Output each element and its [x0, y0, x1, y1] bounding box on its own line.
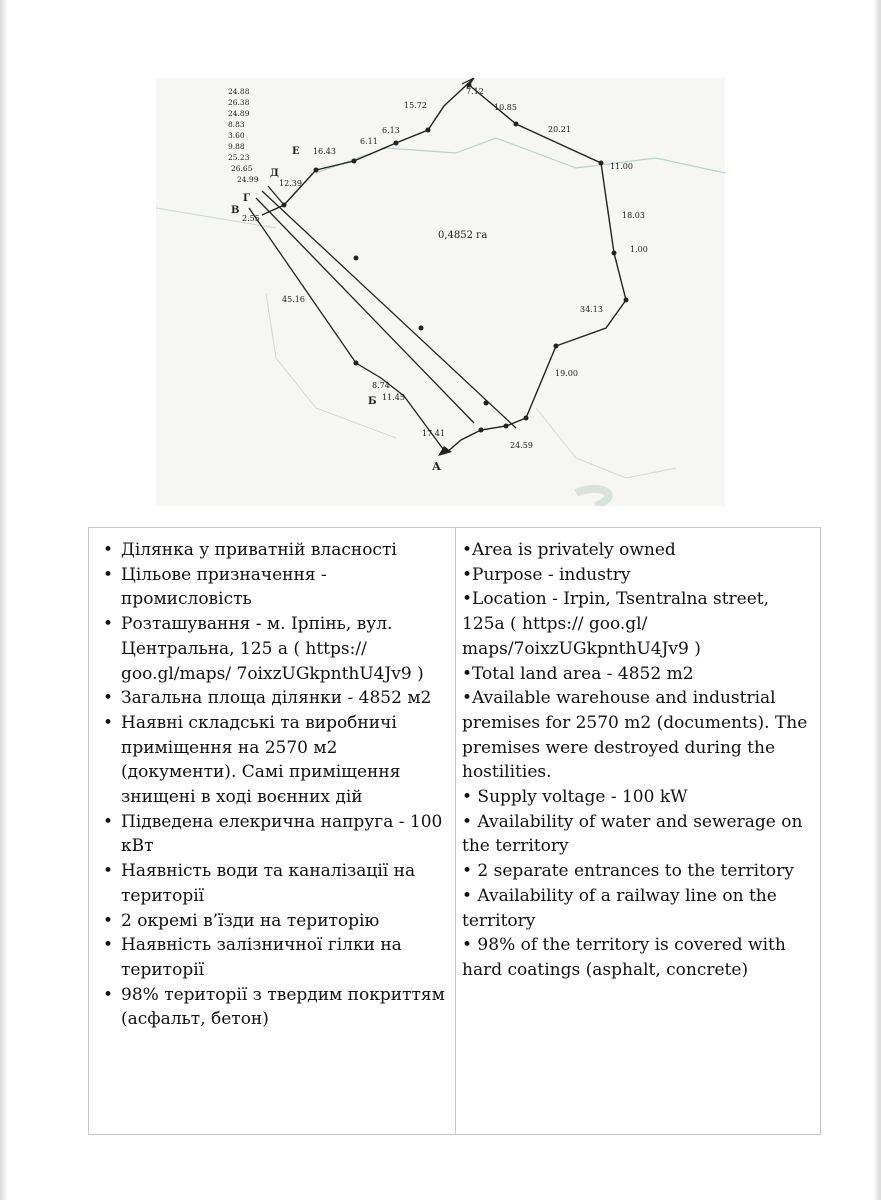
- info-row: [89, 528, 821, 1135]
- segment-label: 24.59: [510, 441, 533, 450]
- segment-label: 6.13: [382, 126, 400, 135]
- plot-boundary: [268, 186, 284, 205]
- list-item: •Area is privately owned: [462, 540, 676, 560]
- list-item: • 98% території з твердим покриттям (асфальт, бетон): [97, 983, 449, 1032]
- ukrainian-list: [97, 538, 449, 1032]
- list-item: • 2 окремі в’їзди на територію: [97, 909, 449, 934]
- segment-label: 11.00: [610, 162, 633, 171]
- list-item: •Location - Irpin, Tsentralna street, 125a ( https:// goo.gl/ maps/7oixzUGkpnthU4Jv9 ): [462, 589, 770, 659]
- bg-map-line: [536, 408, 676, 478]
- point-label-g: Г: [243, 193, 250, 204]
- segment-label: 17.41: [422, 429, 445, 438]
- point-label-e: Е: [292, 146, 300, 157]
- segment-label: 18.03: [622, 211, 645, 220]
- page-edge-left: [0, 0, 8, 1200]
- segment-label: 8.74: [372, 381, 390, 390]
- point-a-arrow-icon: [438, 446, 452, 456]
- list-item: • Підведена елекрична напруга - 100 кВт: [97, 810, 449, 859]
- ukrainian-column: [89, 528, 456, 1135]
- side-lengths-list: [228, 87, 259, 184]
- list-item: • Цільове призначення - промисловість: [97, 563, 449, 612]
- segment-label: 6.11: [360, 137, 378, 146]
- property-info-table: [88, 527, 821, 1135]
- list-item: • Наявність залізничної гілки на території: [97, 933, 449, 982]
- list-item: • 2 separate entrances to the territory: [462, 861, 794, 882]
- side-length: 3.60: [228, 131, 245, 140]
- side-length: 24.88: [228, 87, 250, 96]
- segment-label: 34.13: [580, 305, 603, 314]
- point-label-d: Д: [270, 168, 279, 179]
- side-length: 24.99: [237, 175, 259, 184]
- land-plot-plan: [156, 78, 725, 506]
- segment-label: 19.00: [555, 369, 578, 378]
- list-item: • Загальна площа ділянки - 4852 м2: [97, 686, 449, 711]
- list-item: • Наявні складські та виробничі приміщення на 2570 м2 (документи). Самі приміщення знищені в ході воєнних дій: [97, 711, 449, 810]
- segment-label: 20.21: [548, 125, 571, 134]
- segment-label: 11.45: [382, 393, 405, 402]
- segment-label: 2.55: [242, 214, 260, 223]
- point-label-a: А: [432, 460, 441, 473]
- side-length: 26.38: [228, 98, 250, 107]
- segment-label: 45.16: [282, 295, 305, 304]
- list-item: •Total land area - 4852 m2: [462, 663, 694, 684]
- page-edge-right: [873, 0, 881, 1200]
- english-list: [462, 538, 814, 983]
- list-item: • Ділянка у приватній власності: [97, 538, 449, 563]
- list-item: • Availability of a railway line on the territory: [462, 885, 777, 931]
- bg-map-line: [266, 293, 396, 438]
- plot-area-label: 0,4852 га: [438, 230, 488, 241]
- segment-label: 7.12: [466, 87, 484, 96]
- segment-label: 10.85: [494, 103, 517, 112]
- list-item: •Available warehouse and industrial premises for 2570 m2 (documents). The premises were destroyed during the hostilities.: [462, 688, 808, 783]
- side-length: 25.23: [228, 153, 250, 162]
- list-item: • Availability of water and sewerage on the territory: [462, 811, 803, 857]
- side-length: 9.88: [228, 142, 245, 151]
- plot-boundary: [316, 78, 626, 453]
- segment-label: 12.39: [279, 179, 302, 188]
- side-length: 26.65: [231, 164, 253, 173]
- english-column: [456, 528, 821, 1135]
- segment-label: 15.72: [404, 101, 427, 110]
- list-item: • Наявність води та каналізації на території: [97, 859, 449, 908]
- list-item: • Supply voltage - 100 kW: [462, 787, 688, 808]
- side-length: 24.89: [228, 109, 250, 118]
- plot-plan-drawing: [156, 78, 725, 506]
- list-item: • Розташування - м. Ірпінь, вул. Центральна, 125 а ( https:// goo.gl/maps/ 7oixzUGkpnthU4Jv9 ): [97, 612, 449, 686]
- list-item: •Purpose - industry: [462, 564, 631, 585]
- list-item: • 98% of the territory is covered with hard coatings (asphalt, concrete): [462, 935, 786, 980]
- side-length: 8.83: [228, 120, 245, 129]
- point-label-v: В: [231, 205, 240, 216]
- segment-label: 16.43: [313, 147, 336, 156]
- point-label-b: Б: [368, 396, 377, 407]
- plot-boundary-south: [249, 208, 446, 453]
- segment-label: 1.00: [630, 245, 648, 254]
- bg-map-blob: [576, 489, 609, 506]
